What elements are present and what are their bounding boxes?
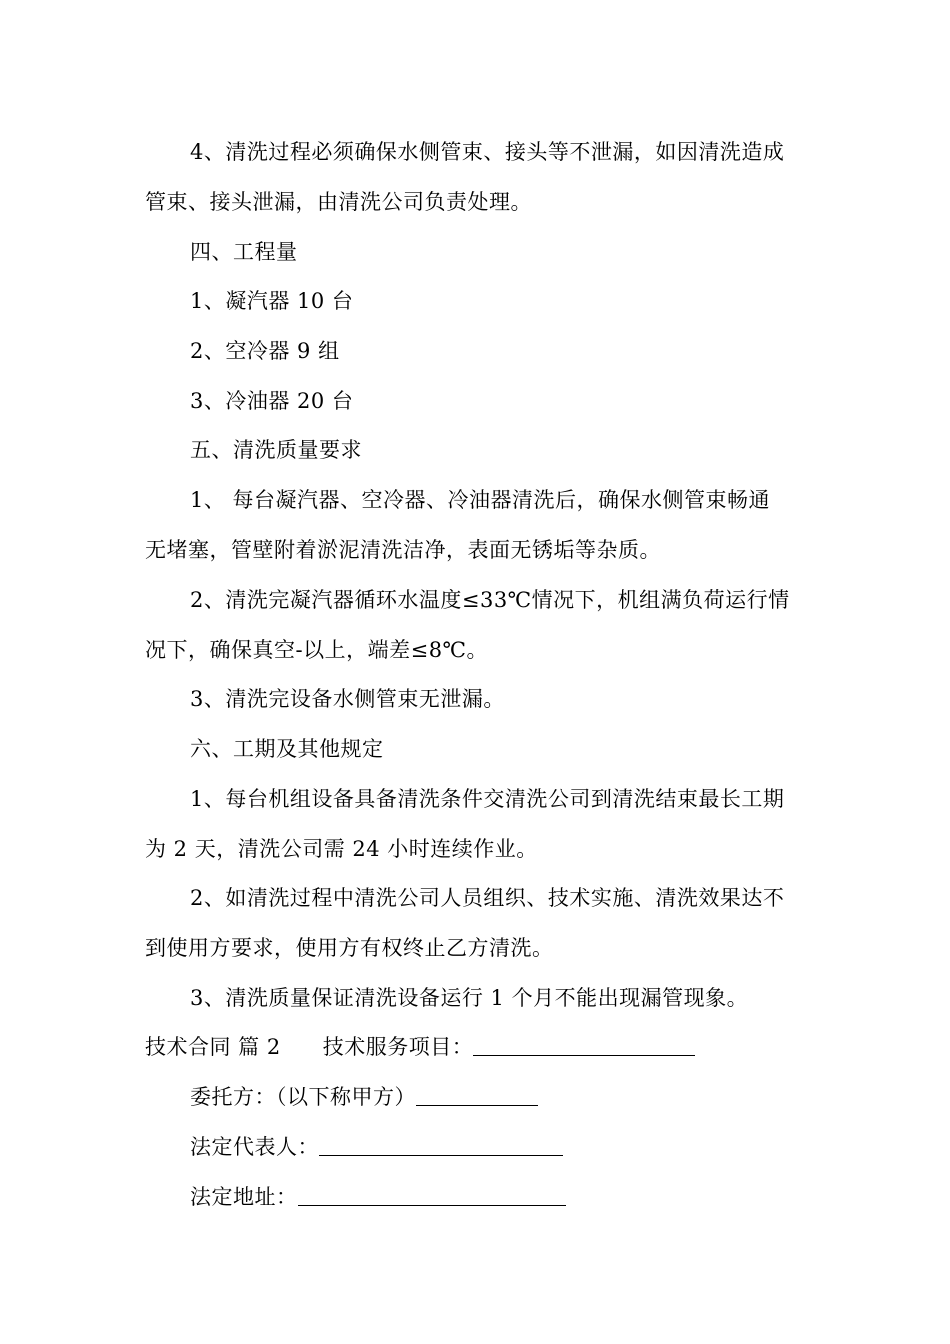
client-label: 委托方：（以下称甲方） bbox=[190, 1085, 416, 1109]
list-item-oil-cooler: 3、冷油器 20 台 bbox=[190, 389, 354, 413]
legal-address-label: 法定地址： bbox=[190, 1185, 298, 1209]
paragraph-schedule-2-line2: 到使用方要求，使用方有权终止乙方清洗。 bbox=[145, 936, 554, 960]
client-blank bbox=[416, 1085, 538, 1106]
legal-address-blank bbox=[298, 1185, 566, 1206]
service-project-label: 技术服务项目： bbox=[322, 1035, 474, 1059]
list-item-condenser: 1、凝汽器 10 台 bbox=[190, 289, 354, 313]
service-project-blank bbox=[473, 1035, 695, 1056]
legal-rep-blank bbox=[319, 1135, 563, 1156]
paragraph-schedule-3: 3、清洗质量保证清洗设备运行 1 个月不能出现漏管现象。 bbox=[190, 986, 749, 1010]
heading-schedule: 六、工期及其他规定 bbox=[190, 737, 384, 761]
list-item-air-cooler: 2、空冷器 9 组 bbox=[190, 339, 340, 363]
paragraph-cleaning-leak-line2: 管束、接头泄漏，由清洗公司负责处理。 bbox=[145, 190, 532, 214]
paragraph-schedule-2-line1: 2、如清洗过程中清洗公司人员组织、技术实施、清洗效果达不 bbox=[190, 886, 785, 910]
legal-rep-field bbox=[190, 1132, 563, 1162]
section-header-line bbox=[145, 1032, 695, 1062]
paragraph-schedule-1-line2: 为 2 天，清洗公司需 24 小时连续作业。 bbox=[145, 837, 538, 861]
heading-workload: 四、工程量 bbox=[190, 240, 298, 264]
paragraph-quality-1-line2: 无堵塞，管壁附着淤泥清洗洁净，表面无锈垢等杂质。 bbox=[145, 538, 661, 562]
paragraph-schedule-1-line1: 1、每台机组设备具备清洗条件交清洗公司到清洗结束最长工期 bbox=[190, 787, 785, 811]
paragraph-cleaning-leak-line1: 4、清洗过程必须确保水侧管束、接头等不泄漏，如因清洗造成 bbox=[190, 140, 785, 164]
paragraph-quality-3: 3、清洗完设备水侧管束无泄漏。 bbox=[190, 687, 505, 711]
paragraph-quality-2-line2: 况下，确保真空-以上，端差≤8℃。 bbox=[145, 638, 489, 662]
paragraph-quality-2-line1: 2、清洗完凝汽器循环水温度≤33℃情况下，机组满负荷运行情 bbox=[190, 588, 790, 612]
client-field bbox=[190, 1082, 538, 1112]
legal-rep-label: 法定代表人： bbox=[190, 1135, 319, 1159]
legal-address-field bbox=[190, 1182, 566, 1212]
paragraph-quality-1-line1: 1、 每台凝汽器、空冷器、冷油器清洗后，确保水侧管束畅通 bbox=[190, 488, 771, 512]
contract-section-title: 技术合同 篇 2 bbox=[145, 1035, 281, 1059]
heading-quality-requirements: 五、清洗质量要求 bbox=[190, 438, 362, 462]
